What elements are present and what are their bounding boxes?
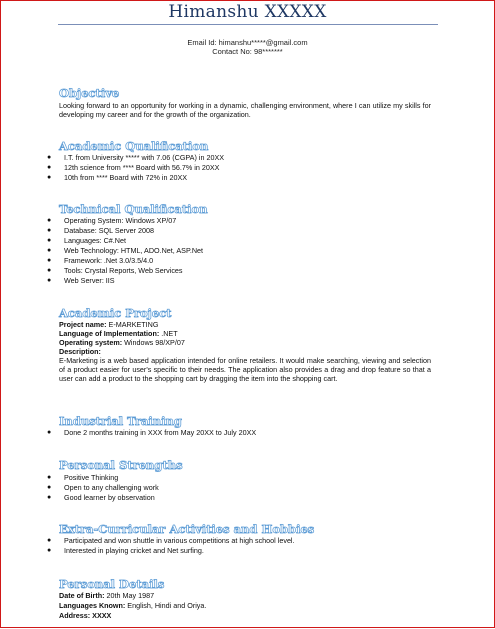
dob-line: Date of Birth: 20th May 1987 bbox=[59, 591, 155, 600]
description-label: Description: bbox=[59, 347, 101, 356]
contact-line: Contact No: 98******* bbox=[212, 47, 283, 56]
personal-strengths-heading: Personal Strengths bbox=[59, 458, 183, 472]
bullet-icon: ● bbox=[47, 217, 52, 224]
candidate-name: Himanshu XXXXX bbox=[168, 2, 327, 22]
technical-qualification-list bbox=[47, 216, 204, 286]
bullet-icon: ● bbox=[47, 277, 52, 284]
os-line: Operating system: Windows 98/XP/07 bbox=[59, 338, 185, 347]
email-line: Email Id: himanshu*****@gmail.com bbox=[187, 38, 308, 47]
technical-qualification-heading: Technical Qualification bbox=[59, 202, 208, 216]
bullet-icon: ● bbox=[47, 164, 52, 171]
header-divider bbox=[58, 24, 438, 25]
objective-heading: Objective bbox=[59, 86, 120, 100]
bullet-icon: ● bbox=[47, 257, 52, 264]
description-text: E-Marketing is a web based application intended for online retailers. It would make searching, viewing and selection of a product easier for user's specific to their needs. The application also provides a drag and drop feature so that a user can add a product to the shopping cart by dragging the item into the shopping cart. bbox=[59, 356, 431, 383]
academic-qualification-heading: Academic Qualification bbox=[59, 139, 209, 153]
list-item: ● Web Technology: HTML, ADO.Net, ASP.Net bbox=[47, 246, 204, 255]
bullet-icon: ● bbox=[47, 547, 52, 554]
personal-details-heading: Personal Details bbox=[59, 577, 165, 591]
bullet-icon: ● bbox=[47, 267, 52, 274]
list-item: ● Open to any challenging work bbox=[47, 483, 159, 492]
bullet-icon: ● bbox=[47, 484, 52, 491]
bullet-icon: ● bbox=[47, 174, 52, 181]
list-item: ● Database: SQL Server 2008 bbox=[47, 226, 155, 235]
industrial-training-list bbox=[47, 428, 257, 438]
objective-text: Looking forward to an opportunity for working in a dynamic, challenging environment, where I can utilize my skills for developing my career and for the growth of the organization. bbox=[59, 101, 431, 119]
bullet-icon: ● bbox=[47, 537, 52, 544]
language-line: Language of Implementation: .NET bbox=[59, 329, 178, 338]
list-item: ● 12th science from **** Board with 56.7% in 20XX bbox=[47, 163, 220, 172]
list-item: ● Positive Thinking bbox=[47, 473, 119, 482]
bullet-icon: ● bbox=[47, 227, 52, 234]
list-item: ● Languages: C#.Net bbox=[47, 236, 126, 245]
languages-known-line: Languages Known: English, Hindi and Oriya. bbox=[59, 601, 207, 610]
list-item: ● Good learner by observation bbox=[47, 493, 155, 502]
list-item: ● Web Server: IIS bbox=[47, 276, 115, 285]
academic-qualification-list bbox=[47, 153, 225, 183]
list-item: ● Interested in playing cricket and Net surfing. bbox=[47, 546, 204, 555]
list-item: ● Participated and won shuttle in various competitions at high school level. bbox=[47, 536, 295, 545]
project-name-line: Project name: E-MARKETING bbox=[59, 320, 159, 329]
list-item: ● Operating System: Windows XP/07 bbox=[47, 216, 177, 225]
list-item: ● 10th from **** Board with 72% in 20XX bbox=[47, 173, 188, 182]
bullet-icon: ● bbox=[47, 474, 52, 481]
list-item: ● Framework: .Net 3.0/3.5/4.0 bbox=[47, 256, 154, 265]
bullet-icon: ● bbox=[47, 429, 52, 436]
bullet-icon: ● bbox=[47, 154, 52, 161]
address-line: Address: XXXX bbox=[59, 611, 112, 620]
academic-project-heading: Academic Project bbox=[59, 306, 172, 320]
extra-curricular-heading: Extra-Curricular Activities and Hobbies bbox=[59, 522, 315, 536]
bullet-icon: ● bbox=[47, 494, 52, 501]
list-item: ● I.T. from University ***** with 7.06 (CGPA) in 20XX bbox=[47, 153, 225, 162]
industrial-training-heading: Industrial Training bbox=[59, 414, 182, 428]
extra-curricular-list bbox=[47, 536, 295, 556]
list-item: ● Tools: Crystal Reports, Web Services bbox=[47, 266, 183, 275]
list-item: ● Done 2 months training in XXX from May 20XX to July 20XX bbox=[47, 428, 257, 437]
personal-strengths-list bbox=[47, 473, 159, 503]
bullet-icon: ● bbox=[47, 237, 52, 244]
bullet-icon: ● bbox=[47, 247, 52, 254]
